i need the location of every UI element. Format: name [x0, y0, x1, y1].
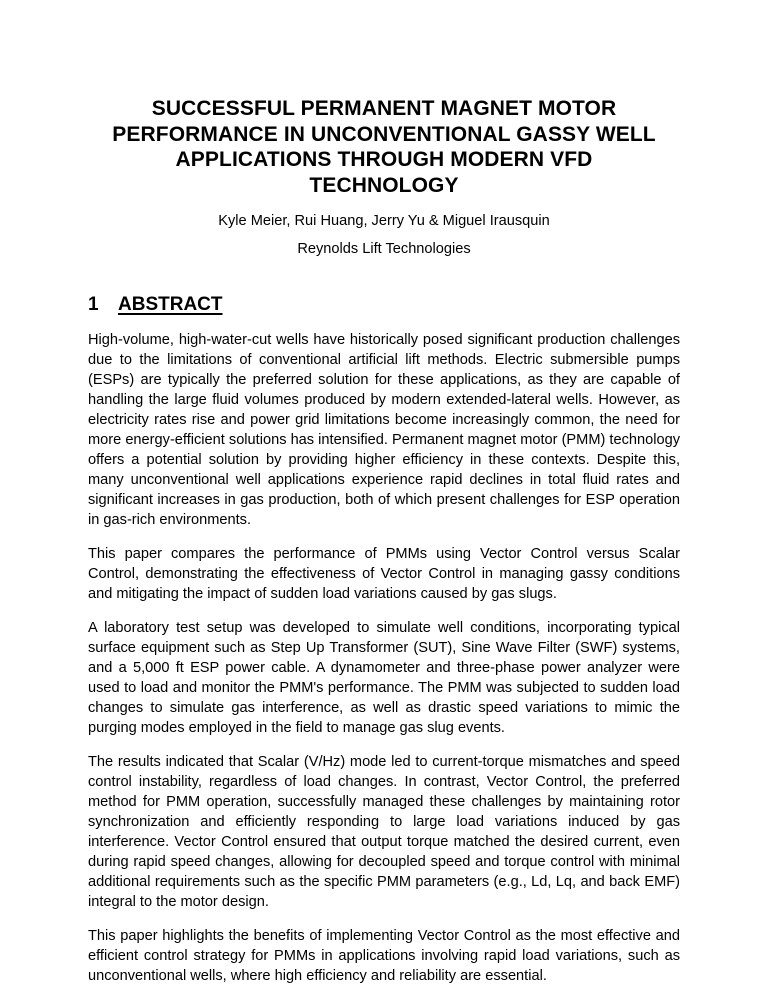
- abstract-paragraph-4: The results indicated that Scalar (V/Hz) mode led to current-torque mismatches and speed control instability, regardless of load changes. In contrast, Vector Control, the preferred method for PMM operation, successfully managed these challenges by maintaining rotor synchronization and efficiently responding to large load variations induced by gas interference. Vector Control ensured that output torque matched the desired current, even during rapid speed changes, allowing for decoupled speed and torque control with minimal additional requirements such as the specific PMM parameters (e.g., Ld, Lq, and back EMF) integral to the motor design.: [88, 754, 680, 910]
- section-title: ABSTRACT: [118, 294, 223, 315]
- section-heading-abstract: [88, 259, 680, 316]
- section-number: 1: [88, 294, 99, 315]
- title-line-3: APPLICATIONS THROUGH MODERN VFD: [175, 148, 593, 171]
- affiliation: Reynolds Lift Technologies: [297, 241, 471, 257]
- author-list: Kyle Meier, Rui Huang, Jerry Yu & Miguel Irausquin: [218, 213, 550, 229]
- title-line-4: TECHNOLOGY: [309, 173, 459, 197]
- page-content: [88, 0, 680, 986]
- page-title: [88, 0, 680, 198]
- abstract-paragraph-2: This paper compares the performance of PMMs using Vector Control versus Scalar Control, demonstrating the effectiveness of Vector Control in managing gassy conditions and mitigating the impact of sudden load variations caused by gas slugs.: [88, 546, 680, 602]
- title-line-2: PERFORMANCE IN UNCONVENTIONAL GASSY WELL: [112, 122, 656, 146]
- title-line-1: SUCCESSFUL PERMANENT MAGNET MOTOR: [151, 97, 617, 120]
- abstract-paragraph-1: High-volume, high-water-cut wells have historically posed significant production challenges due to the limitations of conventional artificial lift methods. Electric submersible pumps (ESPs) are typically the preferred solution for these applications, as they are capable of handling the large fluid volumes produced by modern extended-lateral wells. However, as electricity rates rise and power grid limitations become increasingly common, the need for more energy-efficient solutions has intensified. Permanent magnet motor (PMM) technology offers a potential solution by providing higher efficiency in these contexts. Despite this, many unconventional well applications experience rapid declines in total fluid rates and significant increases in gas production, both of which present challenges for ESP operation in gas-rich environments.: [88, 332, 680, 528]
- abstract-paragraph-3: A laboratory test setup was developed to simulate well conditions, incorporating typical surface equipment such as Step Up Transformer (SUT), Sine Wave Filter (SWF) systems, and a 5,000 ft ESP power cable. A dynamometer and three-phase power analyzer were used to load and monitor the PMM's performance. The PMM was subjected to sudden load changes to simulate gas interference, as well as drastic speed variations to mimic the purging modes employed in the field to manage gas slug events.: [88, 620, 680, 736]
- abstract-paragraph-5: This paper highlights the benefits of implementing Vector Control as the most effective and efficient control strategy for PMMs in applications involving rapid load variations, such as unconventional wells, where high efficiency and reliability are essential.: [88, 928, 680, 984]
